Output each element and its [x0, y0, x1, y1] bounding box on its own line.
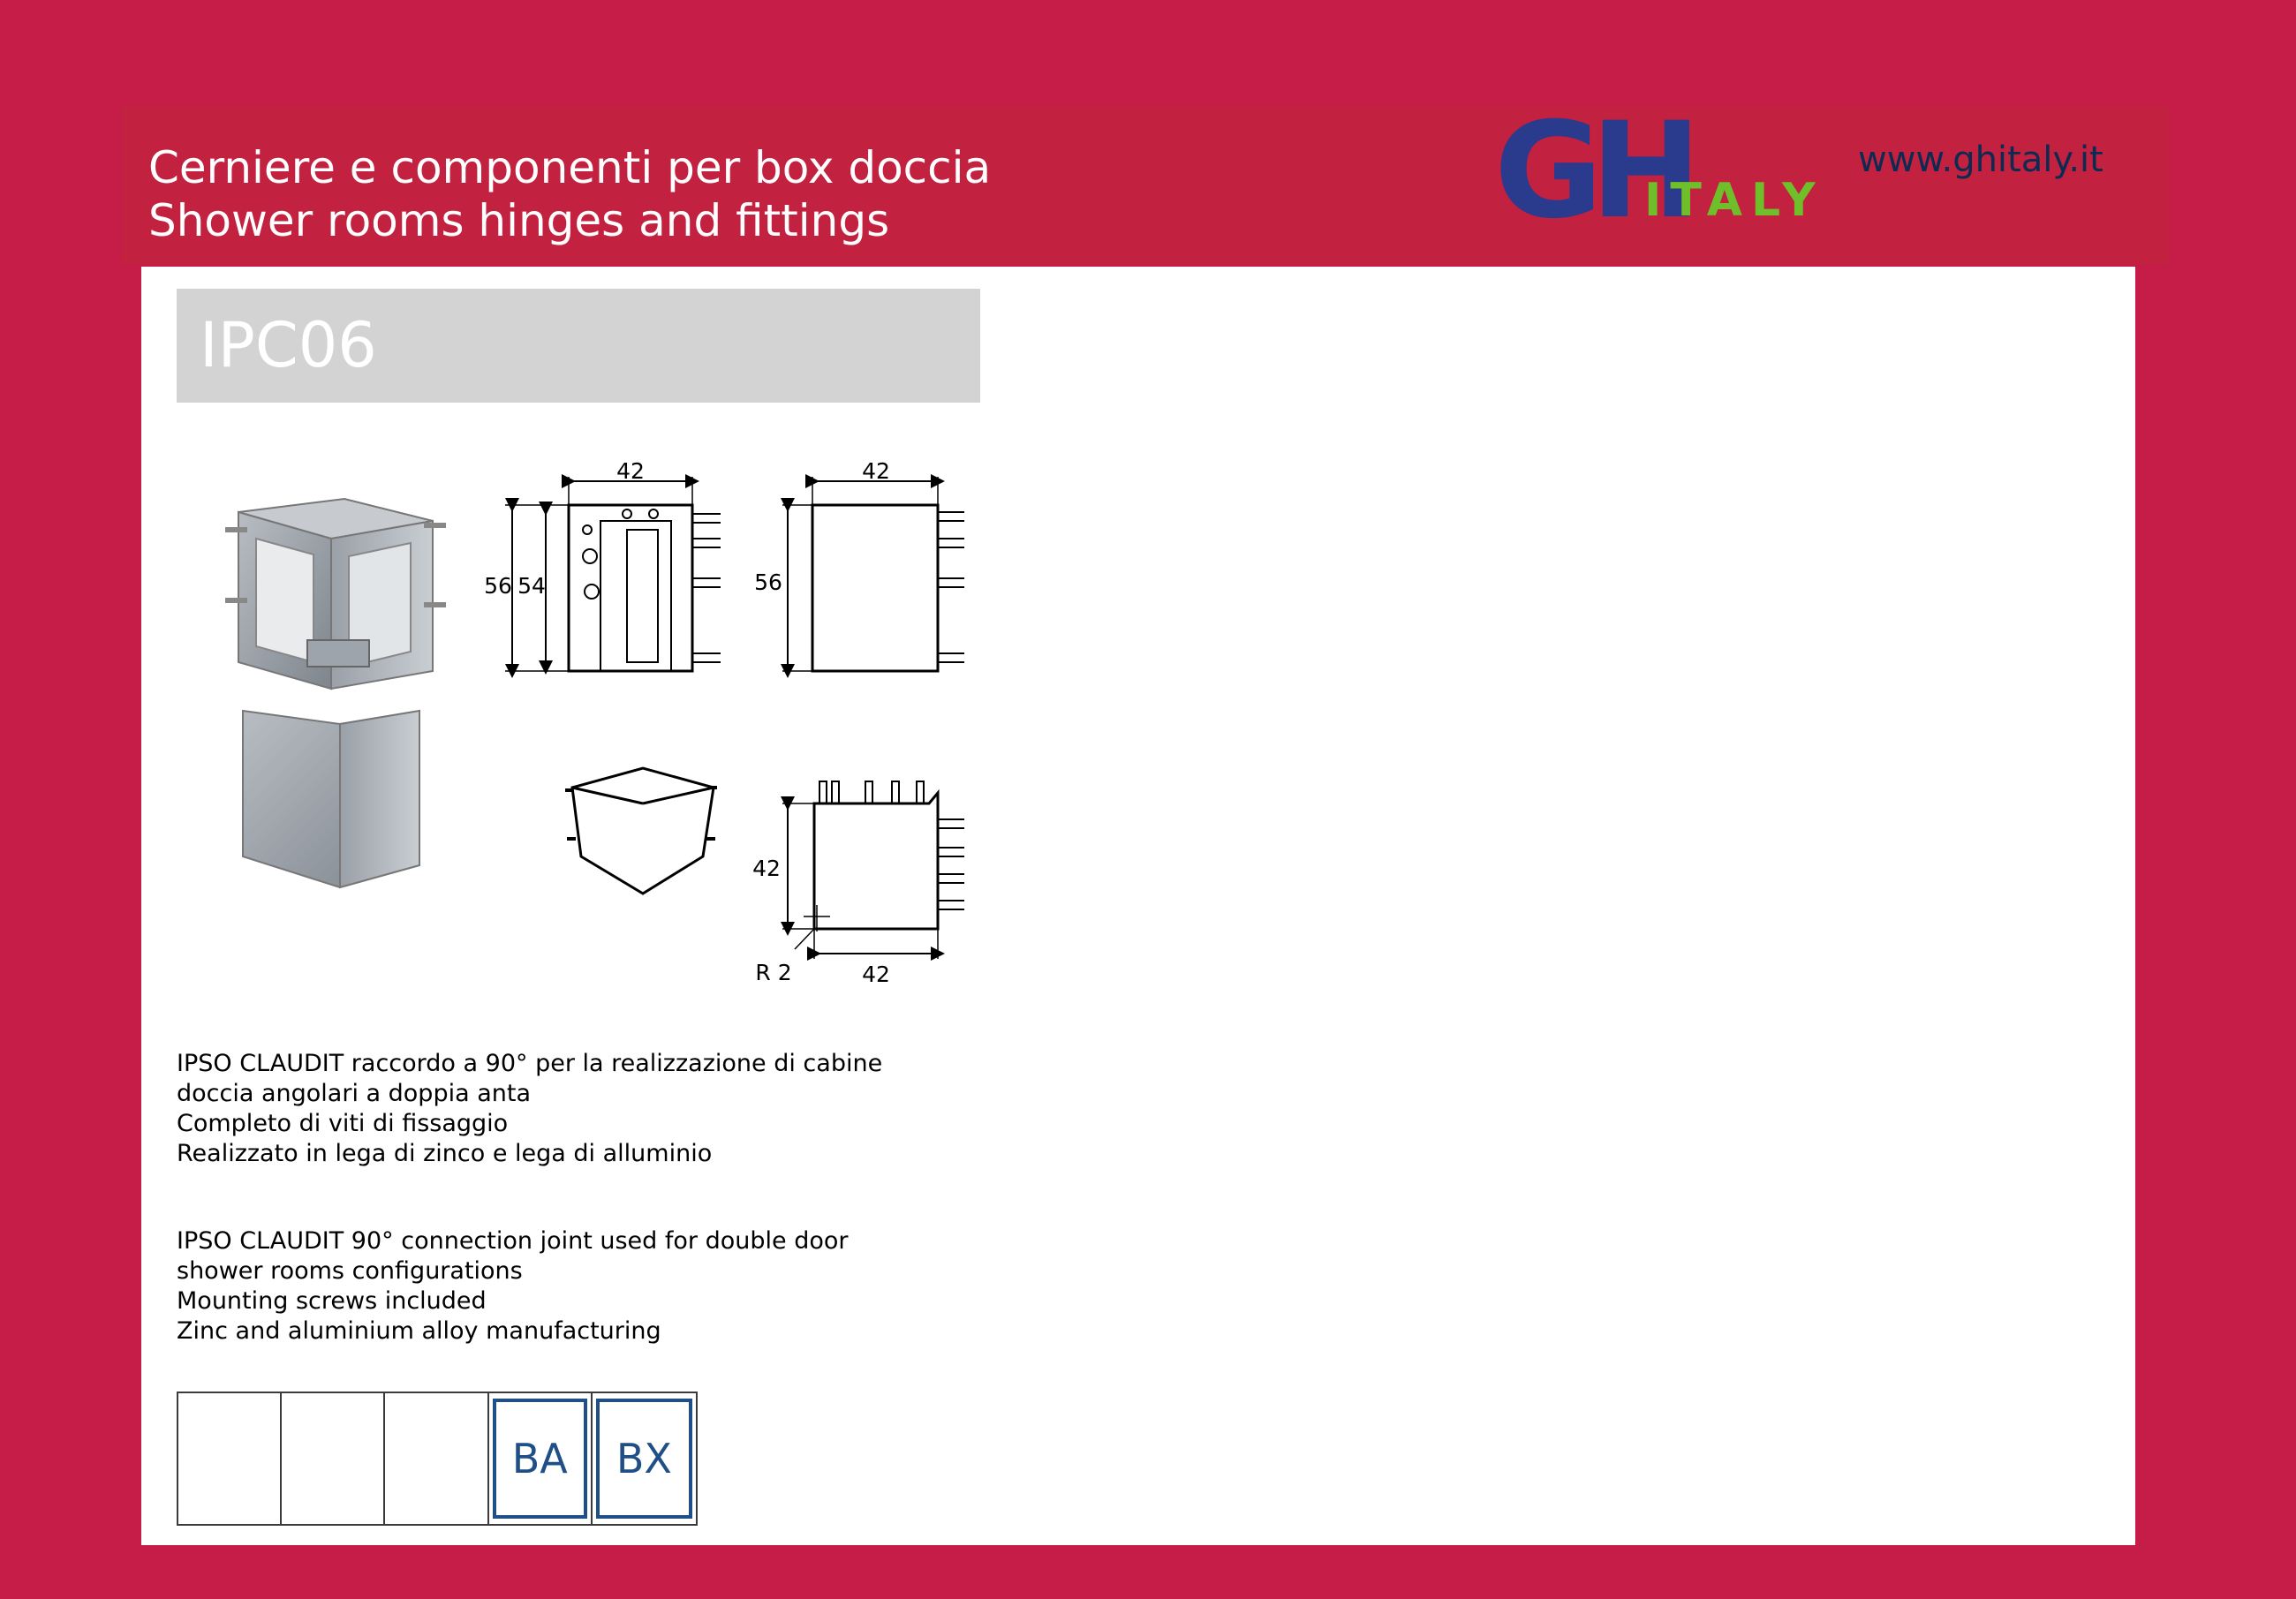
description-line: shower rooms configurations [177, 1257, 523, 1285]
header-title-it: Cerniere e componenti per box doccia [148, 142, 992, 193]
isometric-drawing [565, 768, 717, 894]
dim-front-height-outer: 56 [484, 573, 512, 599]
description-line: IPSO CLAUDIT raccordo a 90° per la realizzazione di cabine [177, 1050, 883, 1077]
finish-cell-empty [385, 1393, 488, 1524]
logo-word: ITALY [1644, 174, 1824, 221]
header-title [148, 141, 991, 247]
description-line: doccia angolari a doppia anta [177, 1080, 532, 1107]
header-title-en: Shower rooms hinges and fittings [148, 195, 890, 246]
finish-cell-empty [178, 1393, 282, 1524]
finish-badge-bx: BX [596, 1399, 692, 1519]
dim-radius: R 2 [755, 960, 792, 985]
description-line: Realizzato in lega di zinco e lega di alluminio [177, 1140, 713, 1167]
logo-letters: GH [1494, 106, 1689, 221]
technical-drawings [177, 441, 989, 998]
dim-front-height-inner: 54 [517, 573, 546, 599]
gh-italy-logo [1494, 106, 1839, 221]
dim-top-depth: 42 [752, 856, 781, 881]
website-link[interactable]: www.ghitaly.it [1858, 140, 2103, 180]
dim-top-width: 42 [862, 962, 890, 987]
description-line: Zinc and aluminium alloy manufacturing [177, 1317, 661, 1345]
product-code: IPC06 [200, 309, 377, 381]
description-italian [177, 1049, 882, 1169]
finish-cell-ba [489, 1393, 593, 1524]
dim-side-height: 56 [754, 569, 782, 595]
finish-cell-empty [282, 1393, 385, 1524]
description-english [177, 1226, 848, 1346]
description-line: Mounting screws included [177, 1287, 487, 1315]
side-view-drawing [782, 477, 964, 671]
dim-front-width: 42 [616, 458, 645, 484]
product-code-bar [177, 289, 980, 403]
finish-cell-bx [593, 1393, 696, 1524]
description-line: Completo di viti di fissaggio [177, 1110, 509, 1137]
finish-table [177, 1392, 698, 1526]
dim-side-width: 42 [862, 458, 890, 484]
product-photo [225, 499, 446, 887]
top-view-drawing [782, 781, 964, 959]
finish-badge-ba: BA [493, 1399, 587, 1519]
description-line: IPSO CLAUDIT 90° connection joint used for double door [177, 1227, 849, 1255]
